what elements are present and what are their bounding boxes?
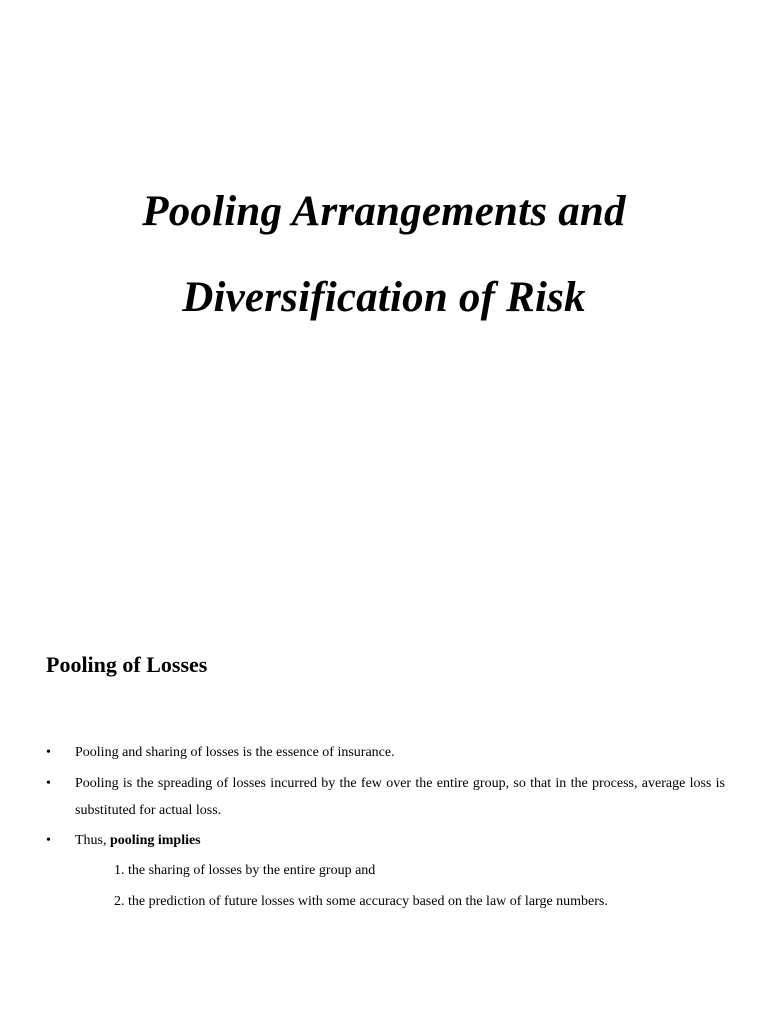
bullet-text: Pooling and sharing of losses is the essence of insurance. (75, 745, 395, 760)
bullet-icon: • (46, 745, 51, 760)
bullet-text-prefix: Thus, (75, 833, 110, 848)
bullet-text (75, 827, 725, 854)
numbered-sub-item: 2. the prediction of future losses with some accuracy based on the law of large numbers. (114, 894, 608, 909)
document-title-line-2: Diversification of Risk (182, 274, 586, 321)
document-title-line-1: Pooling Arrangements and (142, 188, 626, 235)
numbered-sub-item: 1. the sharing of losses by the entire group and (114, 863, 376, 878)
bullet-icon: • (46, 833, 51, 848)
section-heading: Pooling of Losses (46, 652, 208, 677)
bullet-icon: • (46, 776, 51, 791)
bullet-text: Pooling is the spreading of losses incurred by the few over the entire group, so that in the process, average loss is substituted for actual loss. (75, 776, 725, 818)
bullet-text-bold: pooling implies (110, 833, 201, 848)
